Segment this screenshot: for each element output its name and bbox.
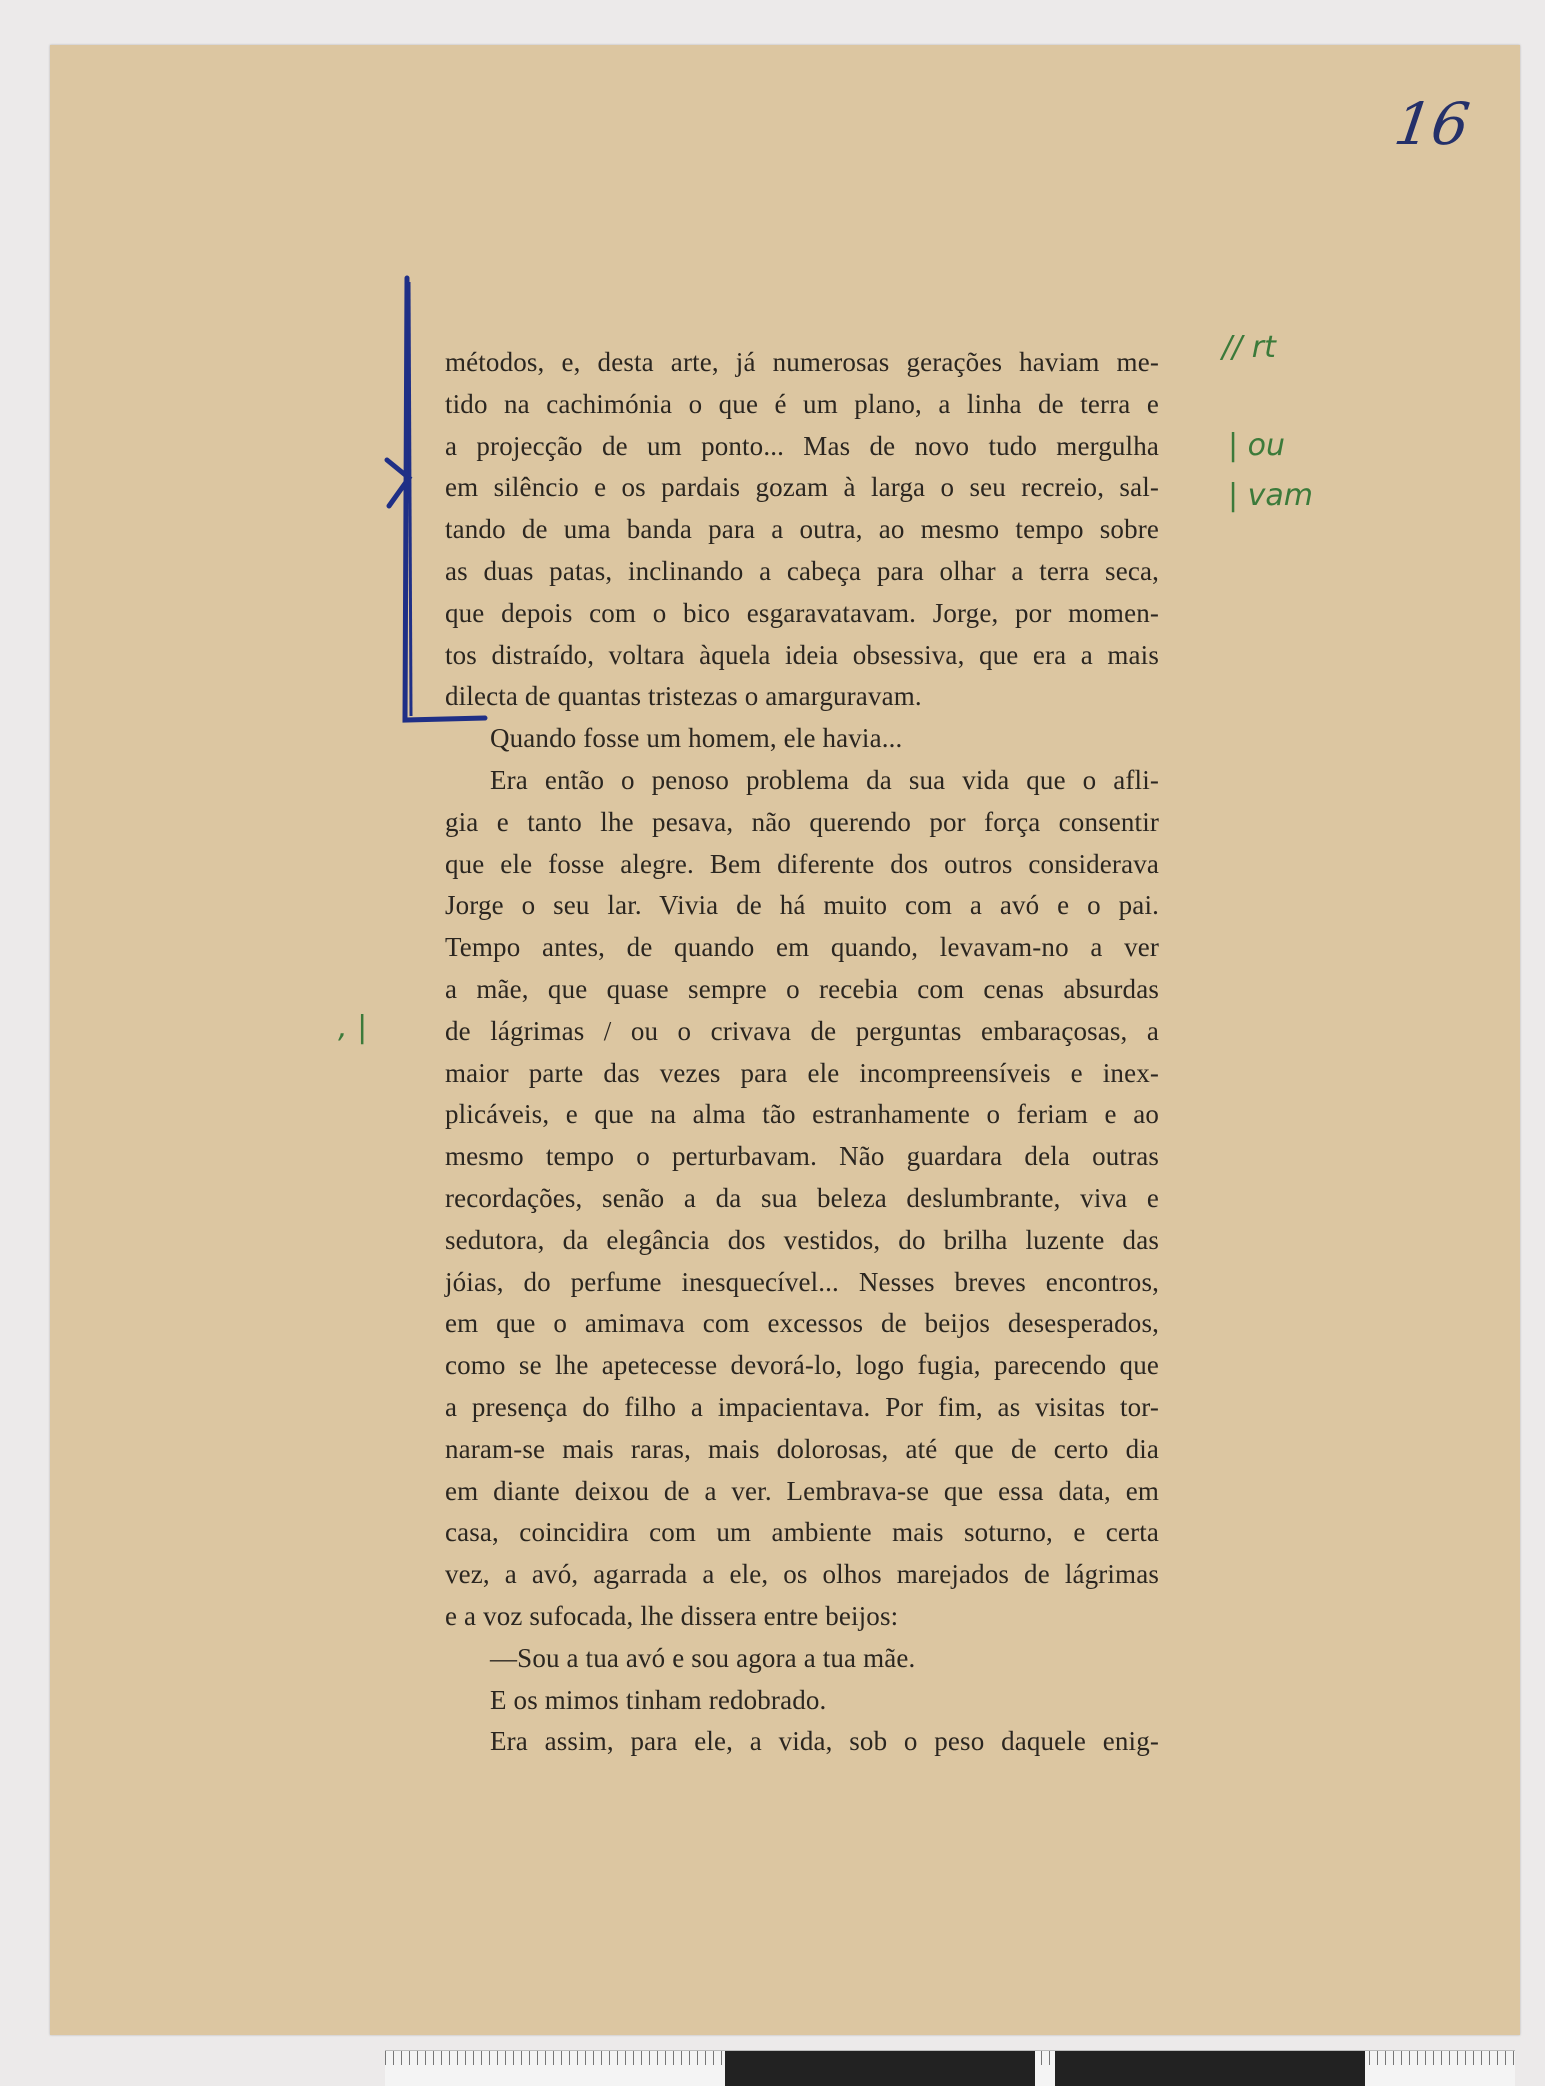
text-line: Era então o penoso problema da sua vida que o afli- bbox=[490, 764, 1159, 795]
text-line: tos distraído, voltara àquela ideia obsessiva, que era a mais bbox=[445, 639, 1159, 670]
text-line: de lágrimas / ou o crivava de perguntas embaraçosas, a bbox=[445, 1015, 1159, 1046]
text-line: E os mimos tinham redobrado. bbox=[490, 1684, 827, 1715]
text-line: vez, a avó, agarrada a ele, os olhos marejados de lágrimas bbox=[445, 1559, 1159, 1590]
body-text bbox=[445, 342, 1159, 1763]
text-line: que ele fosse alegre. Bem diferente dos outros considerava bbox=[445, 848, 1159, 879]
text-line: como se lhe apetecesse devorá-lo, logo fugia, parecendo que bbox=[445, 1350, 1159, 1381]
scale-ruler bbox=[385, 2050, 1515, 2086]
text-line: gia e tanto lhe pesava, não querendo por força consentir bbox=[445, 806, 1159, 837]
text-line: jóias, do perfume inesquecível... Nesses breves encontros, bbox=[445, 1266, 1159, 1297]
text-line: a projecção de um ponto... Mas de novo tudo mergulha bbox=[445, 430, 1159, 461]
text-line: plicáveis, e que na alma tão estranhamente o feriam e ao bbox=[445, 1099, 1159, 1130]
text-line: que depois com o bico esgaravatavam. Jorge, por momen- bbox=[445, 597, 1159, 628]
margin-note-ou: | ou bbox=[1228, 428, 1286, 463]
text-line: Tempo antes, de quando em quando, levavam-no a ver bbox=[445, 932, 1159, 963]
text-line: a mãe, que quase sempre o recebia com cenas absurdas bbox=[445, 973, 1159, 1004]
text-line: métodos, e, desta arte, já numerosas gerações haviam me- bbox=[445, 347, 1159, 377]
text-line: Quando fosse um homem, ele havia... bbox=[490, 723, 903, 754]
text-line: Jorge o seu lar. Vivia de há muito com a avó e o pai. bbox=[445, 890, 1159, 921]
text-line: maior parte das vezes para ele incompreensíveis e inex- bbox=[445, 1057, 1159, 1088]
text-line: recordações, senão a da sua beleza deslumbrante, viva e bbox=[445, 1182, 1159, 1213]
text-line: Era assim, para ele, a vida, sob o peso daquele enig- bbox=[490, 1726, 1159, 1757]
text-line: sedutora, da elegância dos vestidos, do brilha luzente das bbox=[445, 1224, 1159, 1255]
text-line: em que o amimava com excessos de beijos desesperados, bbox=[445, 1308, 1159, 1339]
text-line: e a voz sufocada, lhe dissera entre beijos: bbox=[445, 1600, 899, 1631]
text-line: a presença do filho a impacientava. Por fim, as visitas tor- bbox=[445, 1391, 1159, 1422]
page-number: 16 bbox=[1390, 90, 1474, 158]
text-line: mesmo tempo o perturbavam. Não guardara dela outras bbox=[445, 1141, 1159, 1172]
text-line: casa, coincidira com um ambiente mais soturno, e certa bbox=[445, 1517, 1159, 1548]
text-line: naram-se mais raras, mais dolorosas, até que de certo dia bbox=[445, 1433, 1159, 1464]
text-line: tando de uma banda para a outra, ao mesmo tempo sobre bbox=[445, 514, 1159, 545]
text-line: em diante deixou de a ver. Lembrava-se que essa data, em bbox=[445, 1475, 1159, 1506]
text-line: em silêncio e os pardais gozam à larga o seu recreio, sal- bbox=[445, 472, 1159, 503]
margin-note-comma: , | bbox=[338, 1010, 368, 1045]
margin-note-rt: // rt bbox=[1222, 330, 1276, 365]
margin-note-vam: | vam bbox=[1228, 478, 1314, 513]
text-line: —Sou a tua avó e sou agora a tua mãe. bbox=[490, 1642, 916, 1673]
text-line: tido na cachimónia o que é um plano, a linha de terra e bbox=[445, 388, 1159, 419]
text-line: as duas patas, inclinando a cabeça para olhar a terra seca, bbox=[445, 555, 1159, 586]
text-line: dilecta de quantas tristezas o amarguravam. bbox=[445, 681, 922, 712]
